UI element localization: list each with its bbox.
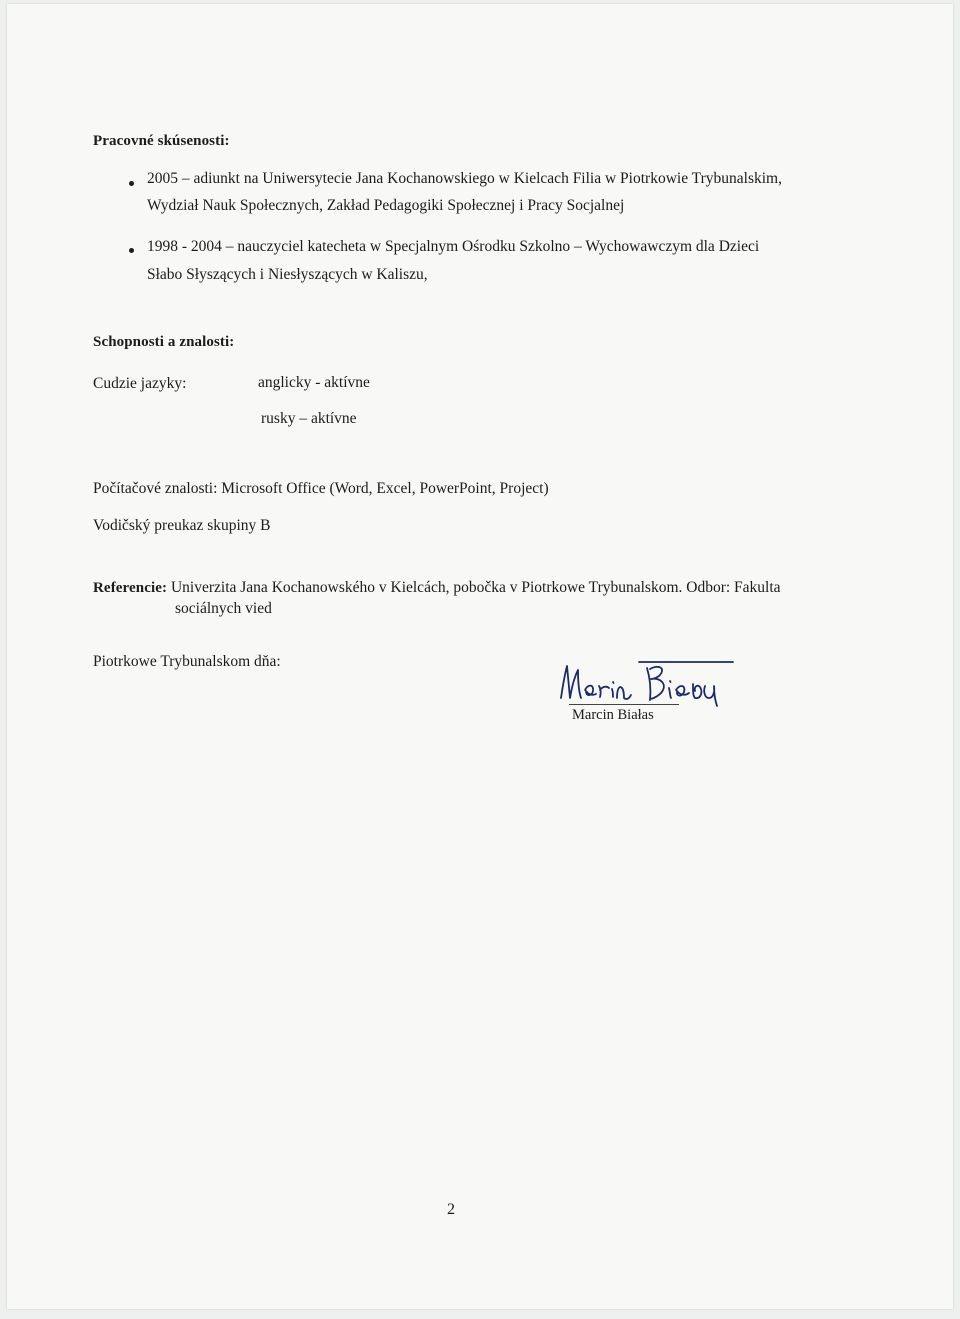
experience-item-2-line1: 1998 - 2004 – nauczyciel katecheta w Specjalnym Ośrodku Szkolno – Wychowawczym dla Dzieci: [147, 238, 760, 255]
language-russian: rusky – aktívne: [261, 410, 357, 427]
place-date-label: Piotrkowe Trybunalskom dňa:: [93, 653, 281, 670]
driving-license: Vodičský preukaz skupiny B: [93, 517, 271, 534]
bullet-icon: [129, 248, 134, 253]
references-line1: [93, 579, 781, 597]
document-page: [7, 4, 953, 1309]
experience-item-1-line1: 2005 – adiunkt na Uniwersytecie Jana Kochanowskiego w Kielcach Filia w Piotrkowie Trybunalskim,: [147, 170, 782, 187]
handwritten-signature: [555, 654, 745, 714]
skills-heading: Schopnosti a znalosti:: [93, 334, 235, 350]
experience-item-2-line2: Słabo Słyszących i Niesłyszących w Kaliszu,: [147, 266, 428, 283]
languages-label: Cudzie jazyky:: [93, 375, 187, 392]
references-text: Univerzita Jana Kochanowského v Kielcách, pobočka v Piotrkowe Trybunalskom. Odbor: Fakulta: [167, 579, 781, 596]
experience-item-1-line2: Wydział Nauk Społecznych, Zakład Pedagogiki Społecznej i Pracy Socjalnej: [147, 197, 625, 214]
computer-skills: Počítačové znalosti: Microsoft Office (Word, Excel, PowerPoint, Project): [93, 480, 549, 497]
references-line2: sociálnych vied: [175, 600, 272, 617]
signature-line: [569, 704, 679, 705]
language-english: anglicky - aktívne: [258, 374, 370, 391]
references-label: Referencie:: [93, 580, 168, 596]
experience-heading: Pracovné skúsenosti:: [93, 133, 230, 149]
signer-name: Marcin Białas: [572, 707, 654, 723]
bullet-icon: [129, 181, 134, 186]
page-number: 2: [447, 1201, 455, 1218]
